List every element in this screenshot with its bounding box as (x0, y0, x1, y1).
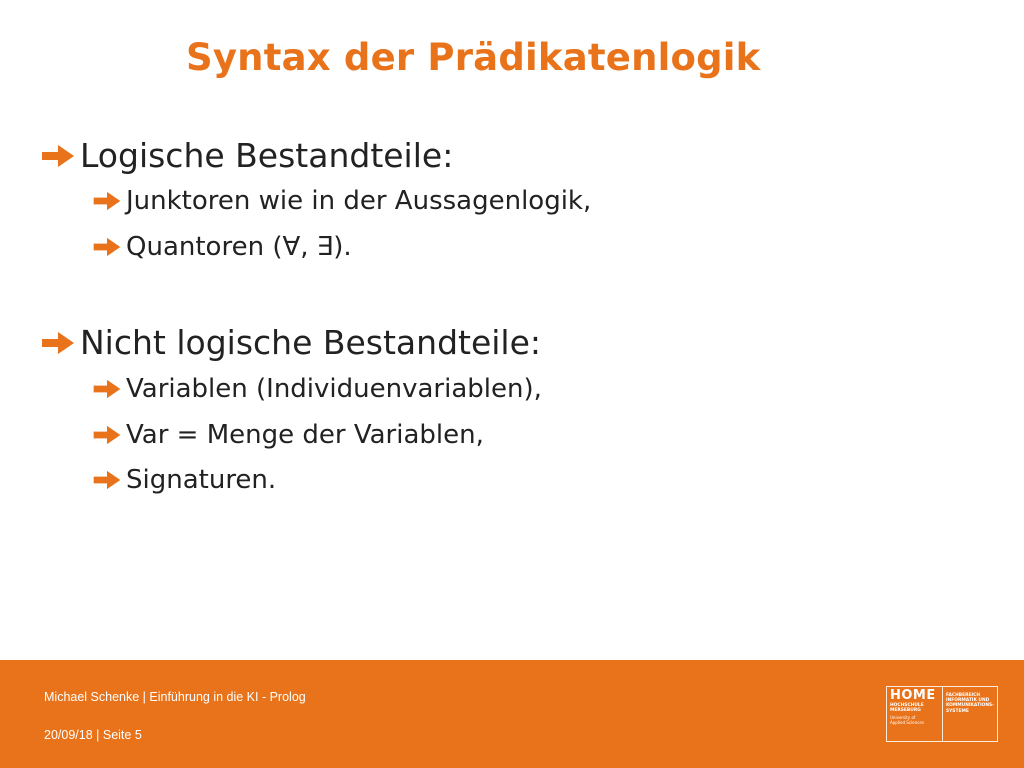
logo-department-block (943, 687, 997, 741)
footer-date-page: 20/09/18 | Seite 5 (44, 728, 142, 742)
logo-mark-block (887, 687, 943, 741)
slide-title: Syntax der Prädikatenlogik (186, 36, 761, 79)
bullet-text: Junktoren wie in der Aussagenlogik, (126, 186, 592, 216)
arrow-right-icon (92, 190, 122, 212)
footer-bar (0, 660, 1024, 768)
bullet-level1 (40, 136, 453, 175)
logo-mark: HOME (890, 688, 936, 703)
logo-subtitle-line: Applied Sciences (890, 720, 924, 726)
logo-department-line: SYSTEME (945, 708, 969, 714)
logo-department-line: FACHBEREICH (945, 693, 981, 698)
footer-author-course: Michael Schenke | Einführung in die KI - Prolog (44, 690, 306, 704)
logo-department-line: INFORMATIK UND (945, 698, 990, 704)
bullet-level1 (40, 323, 541, 362)
arrow-right-icon (92, 378, 122, 400)
bullet-text: Signaturen. (126, 465, 277, 495)
bullet-level2 (92, 186, 591, 216)
arrow-right-icon (40, 330, 76, 356)
bullet-level2 (92, 420, 484, 450)
bullet-text: Variablen (Individuenvariablen), (126, 374, 542, 404)
bullet-level2 (92, 465, 276, 495)
arrow-right-icon (92, 424, 122, 446)
bullet-text: Var = Menge der Variablen, (126, 420, 484, 450)
bullet-level2 (92, 232, 352, 262)
bullet-text: Nicht logische Bestandteile: (80, 323, 542, 362)
university-logo (886, 686, 998, 742)
logo-name-line: HOCHSCHULE (890, 703, 924, 708)
bullet-text: Quantoren (∀, ∃). (126, 232, 352, 262)
logo-name-line: MERSEBURG (890, 708, 921, 714)
arrow-right-icon (92, 469, 122, 491)
arrow-right-icon (92, 236, 122, 258)
bullet-text: Logische Bestandteile: (80, 136, 454, 175)
bullet-level2 (92, 374, 542, 404)
logo-subtitle-line: University of (890, 715, 916, 721)
arrow-right-icon (40, 143, 76, 169)
logo-department-line: KOMMUNIKATIONS- (945, 703, 994, 709)
